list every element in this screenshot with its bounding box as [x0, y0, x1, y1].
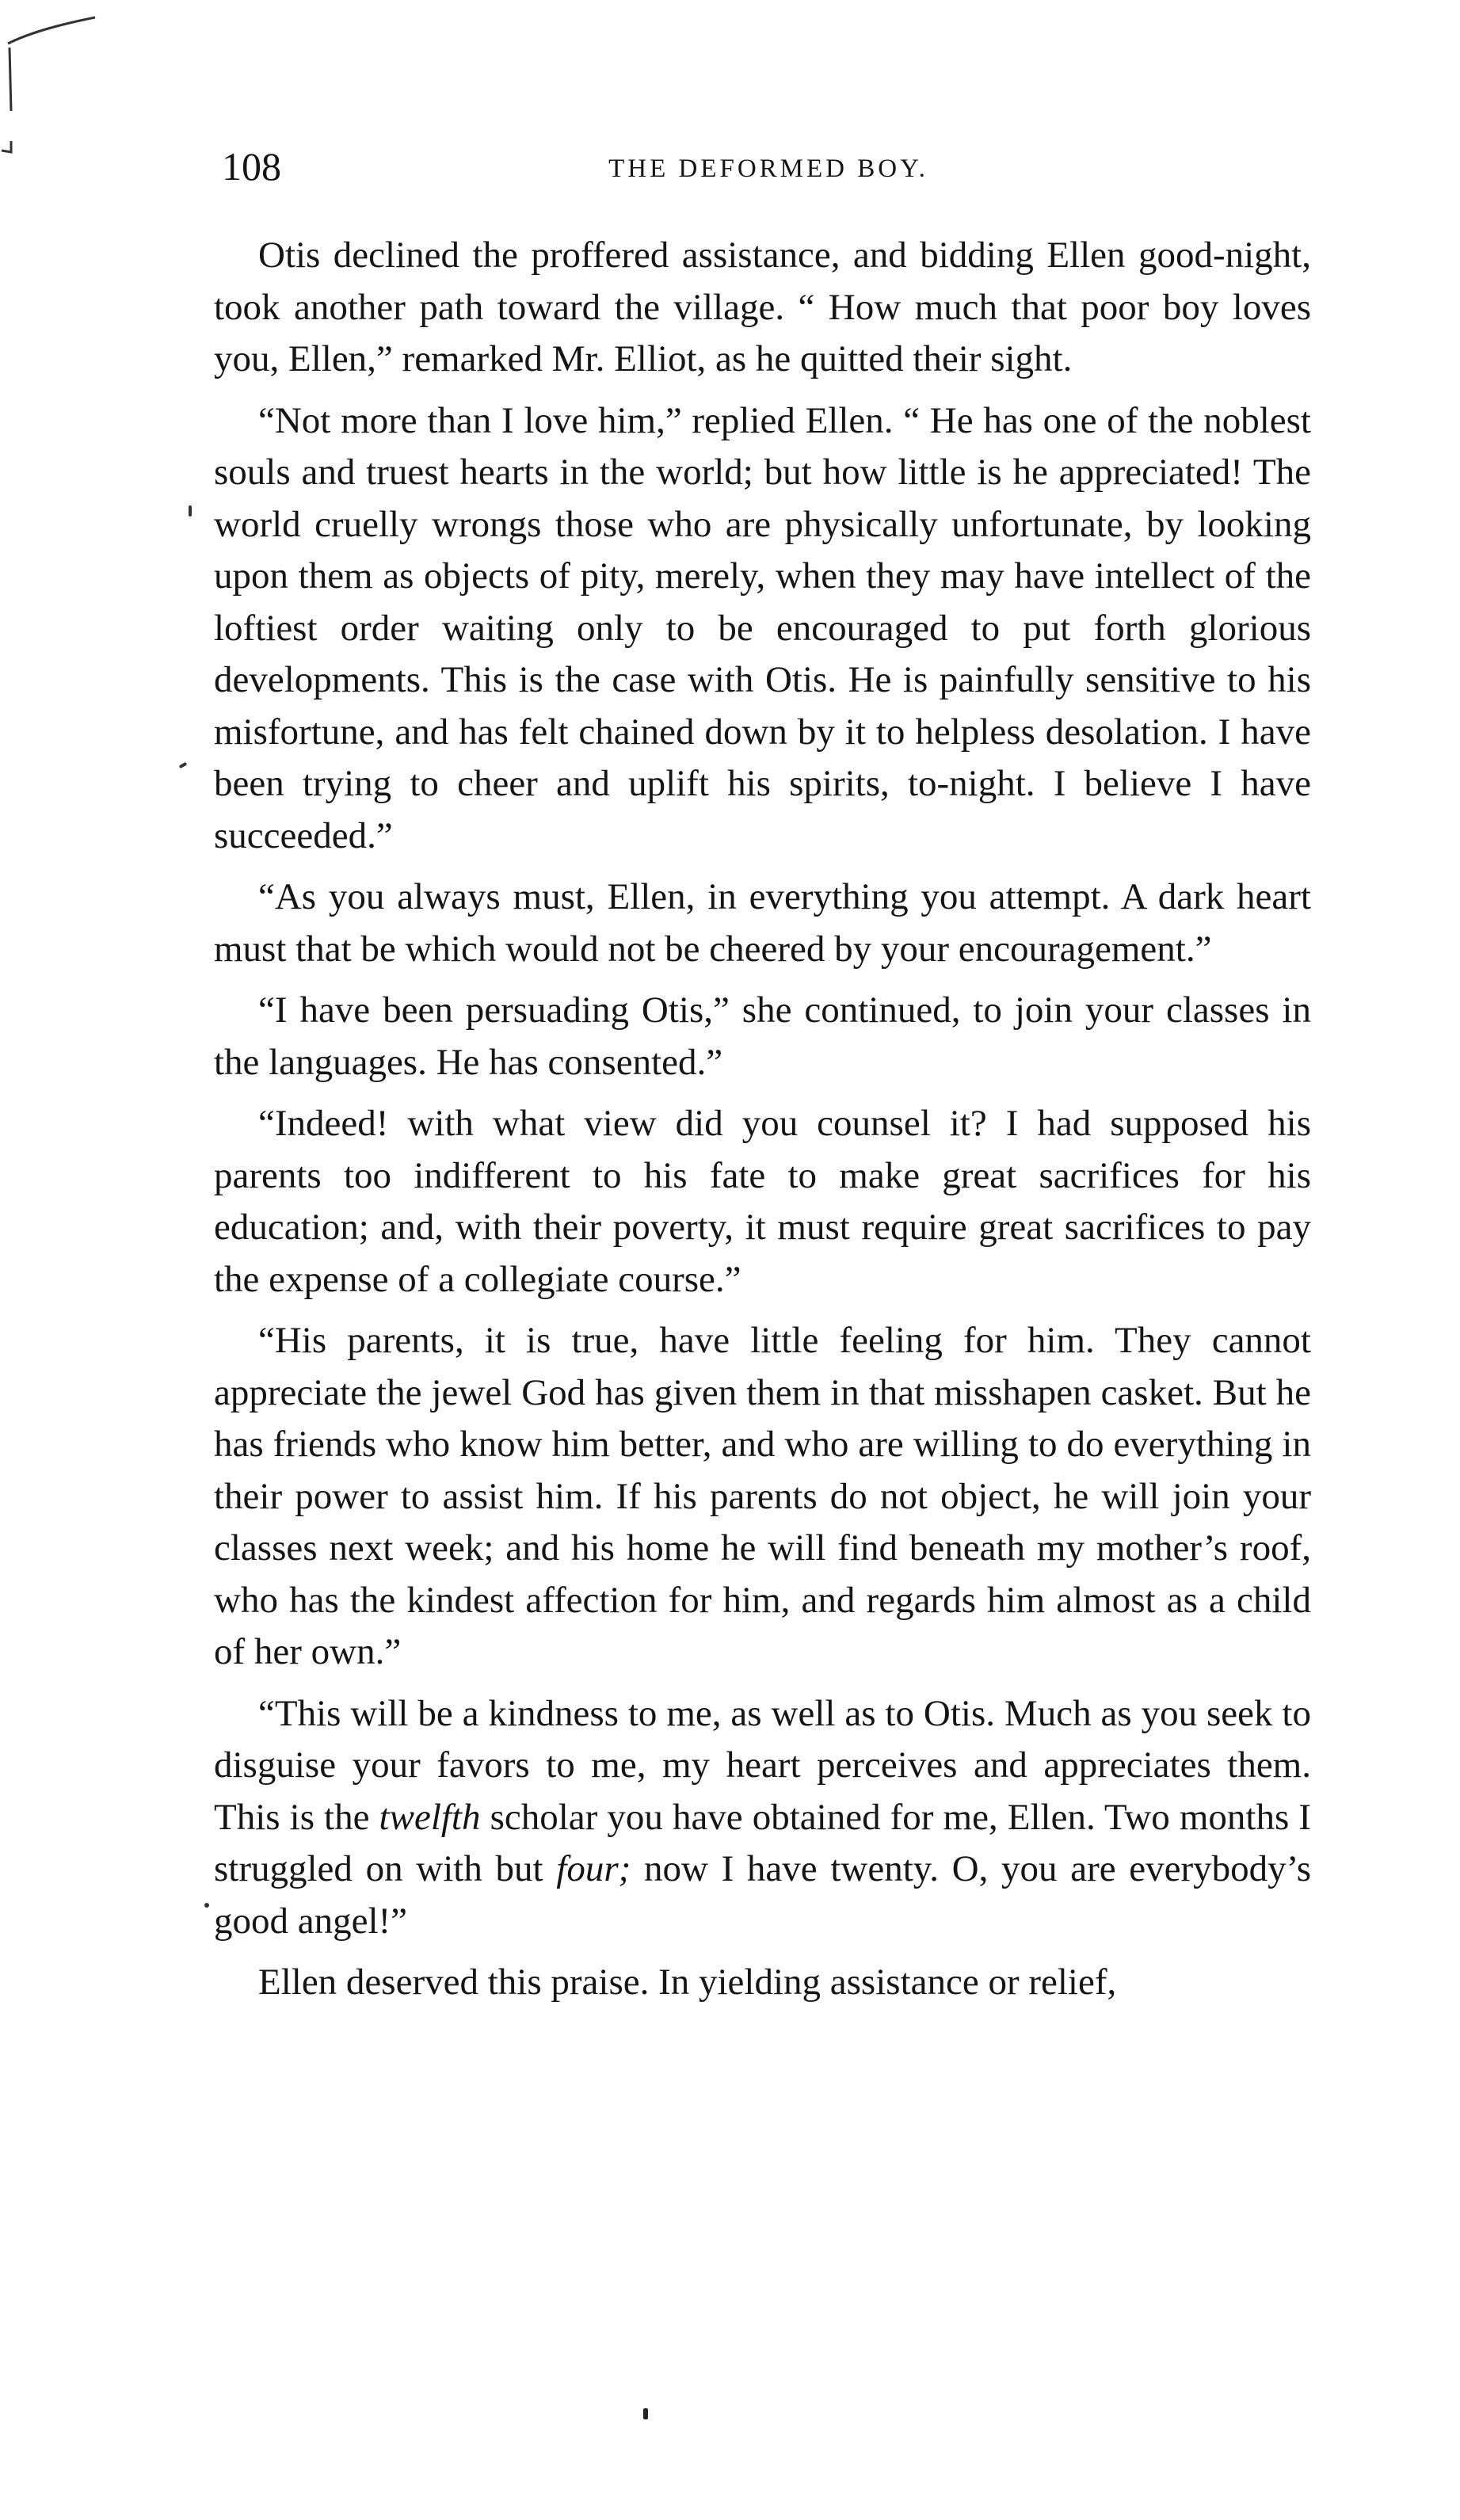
paragraph-p2 — [214, 395, 1311, 863]
italic-text: twelfth — [379, 1796, 481, 1838]
margin-tick — [204, 1903, 209, 1908]
text-run: Ellen deserved this praise. In yielding assistance or relief, — [258, 1961, 1117, 2003]
text-run: “Indeed! with what view did you counsel it? I had supposed his parents too indifferent to his fate to make great sacrifices for his education; and, with their poverty, it must require great sacrifices to pay the expense of a collegiate course.” — [214, 1103, 1311, 1300]
italic-text: four; — [556, 1848, 631, 1889]
margin-tick — [179, 762, 188, 768]
running-title: THE DEFORMED BOY. — [608, 154, 928, 183]
text-run: “His parents, it is true, have little feeling for him. They cannot appreciate the jewel God has given them in that misshapen casket. But he has friends who know him better, and who are willing to do everything in their power to assist him. If his parents do not object, he will join your classes next week; and his home he will find beneath my mother’s roof, who has the kindest affection for him, and regards him almost as a child of her own.” — [214, 1320, 1311, 1672]
paragraph-p6 — [214, 1315, 1311, 1679]
text-run: scholar you have obtained for me, Ellen. Two months I struggled on with but — [214, 1796, 1311, 1889]
paragraph-p3 — [214, 871, 1311, 975]
text-run: “This will be a kindness to me, as well as to Otis. Much as you seek to disguise your favors to me, my heart perceives and appreciates them. This is the — [214, 1692, 1311, 1838]
text-run: “As you always must, Ellen, in everything you attempt. A dark heart must that be which would not be cheered by your encouragement.” — [214, 876, 1311, 970]
text-run: now I have twenty. O, you are everybody’s good angel!” — [214, 1848, 1311, 1942]
paragraph-p7 — [214, 1688, 1311, 1948]
paragraph-p5 — [214, 1098, 1311, 1306]
paragraph-p4 — [214, 985, 1311, 1088]
paragraph-p1 — [214, 230, 1311, 386]
text-run: “Not more than I love him,” replied Ellen. “ He has one of the noblest souls and truest hearts in the world; but how little is he appreciated! The world cruelly wrongs those who are physically unfortunate, by looking upon them as objects of pity, merely, when they may have intellect of the loftiest order waiting only to be encouraged to put forth glorious developments. This is the case with Otis. He is painfully sensitive to his misfortune, and has felt chained down by it to helpless desolation. I have been trying to cheer and uplift his spirits, to-night. I believe I have succeeded.” — [214, 399, 1311, 856]
margin-tick — [189, 505, 192, 517]
corner-pencil-mark — [0, 0, 111, 174]
text-run: Otis declined the proffered assistance, and bidding Ellen good-night, took another path toward the village. “ How much that poor boy loves you, Ellen,” remarked Mr. Elliot, as he quitted their sight. — [214, 234, 1311, 379]
paragraph-p8 — [214, 1957, 1311, 2009]
page-number: 108 — [222, 144, 281, 189]
text-run: “I have been persuading Otis,” she continued, to join your classes in the languages. He has consented.” — [214, 989, 1311, 1083]
page-header — [222, 139, 1315, 202]
bottom-ink-speck — [643, 2408, 648, 2419]
body-text — [214, 230, 1311, 2019]
